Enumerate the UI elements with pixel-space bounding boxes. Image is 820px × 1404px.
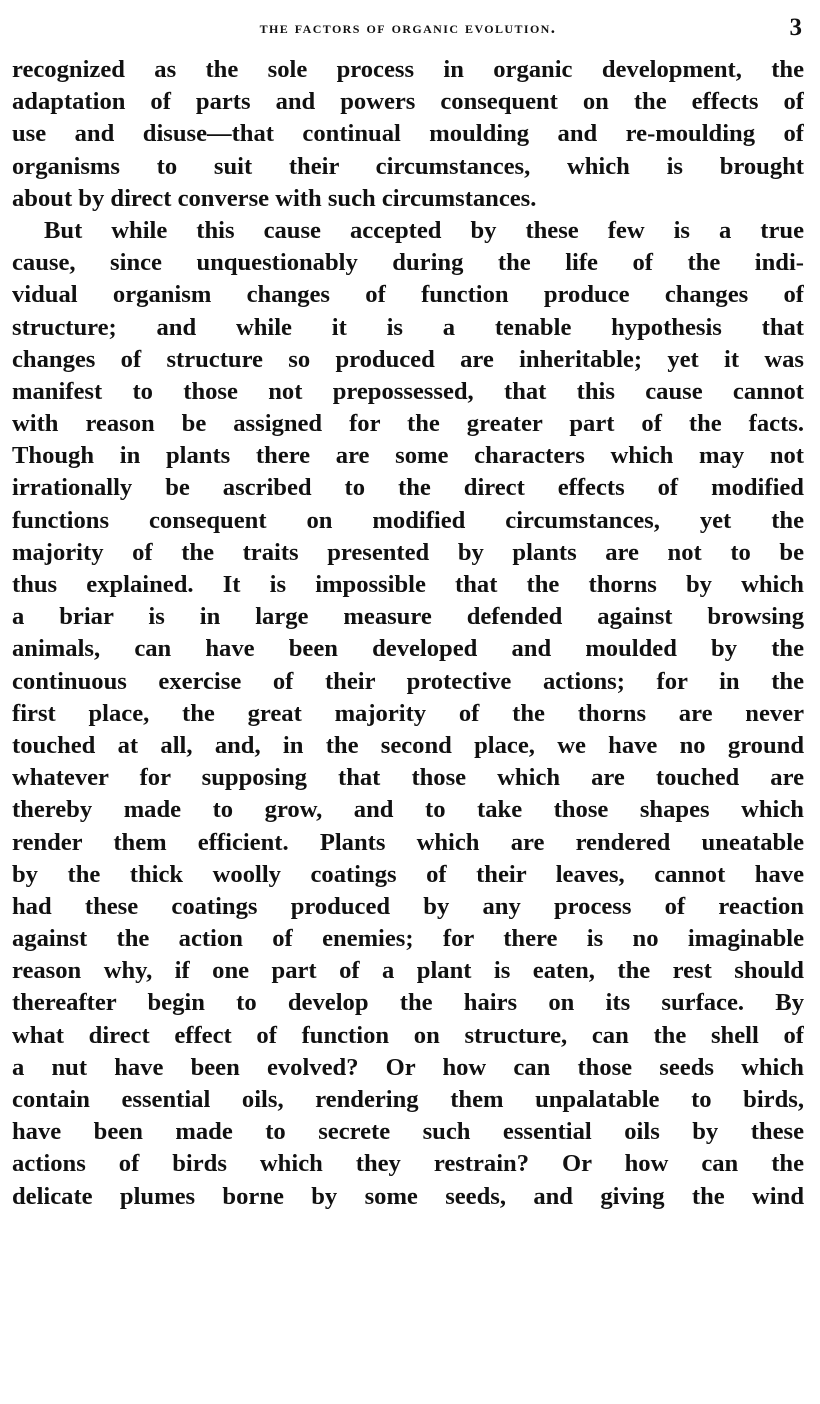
page-number: 3 <box>789 14 802 41</box>
text-line: thereafter begin to develop the hairs on its surface. By <box>12 989 804 1017</box>
text-line: Though in plants there are some characters which may not <box>12 442 804 470</box>
running-head <box>12 14 804 50</box>
running-title: the factors of organic evolution. <box>259 18 557 37</box>
text-line: majority of the traits presented by plants are not to be <box>12 538 804 566</box>
text-line: irrationally be ascribed to the direct effects of modified <box>12 474 804 502</box>
text-line: thereby made to grow, and to take those shapes which <box>12 796 804 824</box>
text-line: about by direct converse with such circumstances. <box>12 184 537 212</box>
text-line: a briar is in large measure defended against browsing <box>12 603 804 631</box>
text-line: with reason be assigned for the greater part of the facts. <box>12 410 804 438</box>
text-line: organisms to suit their circumstances, which is brought <box>12 152 804 180</box>
text-line: delicate plumes borne by some seeds, and giving the wind <box>12 1182 804 1210</box>
text-line: structure; and while it is a tenable hypothesis that <box>12 313 804 341</box>
text-line: cause, since unquestionably during the life of the indi- <box>12 249 804 277</box>
text-line: recognized as the sole process in organic development, the <box>12 56 804 83</box>
text-line: animals, can have been developed and moulded by the <box>12 635 804 663</box>
text-line: render them efficient. Plants which are rendered uneatable <box>12 828 804 856</box>
body-text <box>12 54 804 1213</box>
text-line: first place, the great majority of the thorns are never <box>12 699 804 727</box>
text-line: manifest to those not prepossessed, that this cause cannot <box>12 377 804 405</box>
text-line: vidual organism changes of function produce changes of <box>12 281 804 309</box>
text-line: against the action of enemies; for there is no imaginable <box>12 925 804 953</box>
text-line: reason why, if one part of a plant is eaten, the rest should <box>12 957 804 985</box>
text-line: thus explained. It is impossible that the thorns by which <box>12 571 804 598</box>
text-line: adaptation of parts and powers consequent on the effects of <box>12 88 804 116</box>
text-line: contain essential oils, rendering them unpalatable to birds, <box>12 1086 804 1113</box>
text-line: whatever for supposing that those which are touched are <box>12 764 804 792</box>
text-line: a nut have been evolved? Or how can those seeds which <box>12 1053 804 1081</box>
text-line: continuous exercise of their protective actions; for in the <box>12 667 804 695</box>
text-line: use and disuse—that continual moulding and re-moulding of <box>12 120 804 148</box>
text-line: actions of birds which they restrain? Or how can the <box>12 1150 804 1178</box>
text-line: touched at all, and, in the second place, we have no ground <box>12 731 804 759</box>
text-line: functions consequent on modified circumstances, yet the <box>12 506 804 534</box>
text-line: changes of structure so produced are inheritable; yet it was <box>12 345 804 373</box>
text-line: have been made to secrete such essential oils by these <box>12 1118 804 1146</box>
text-line: what direct effect of function on structure, can the shell of <box>12 1021 804 1049</box>
text-line: had these coatings produced by any process of reaction <box>12 892 804 920</box>
text-line: But while this cause accepted by these few is a true <box>44 216 804 244</box>
text-line: by the thick woolly coatings of their leaves, cannot have <box>12 860 804 888</box>
